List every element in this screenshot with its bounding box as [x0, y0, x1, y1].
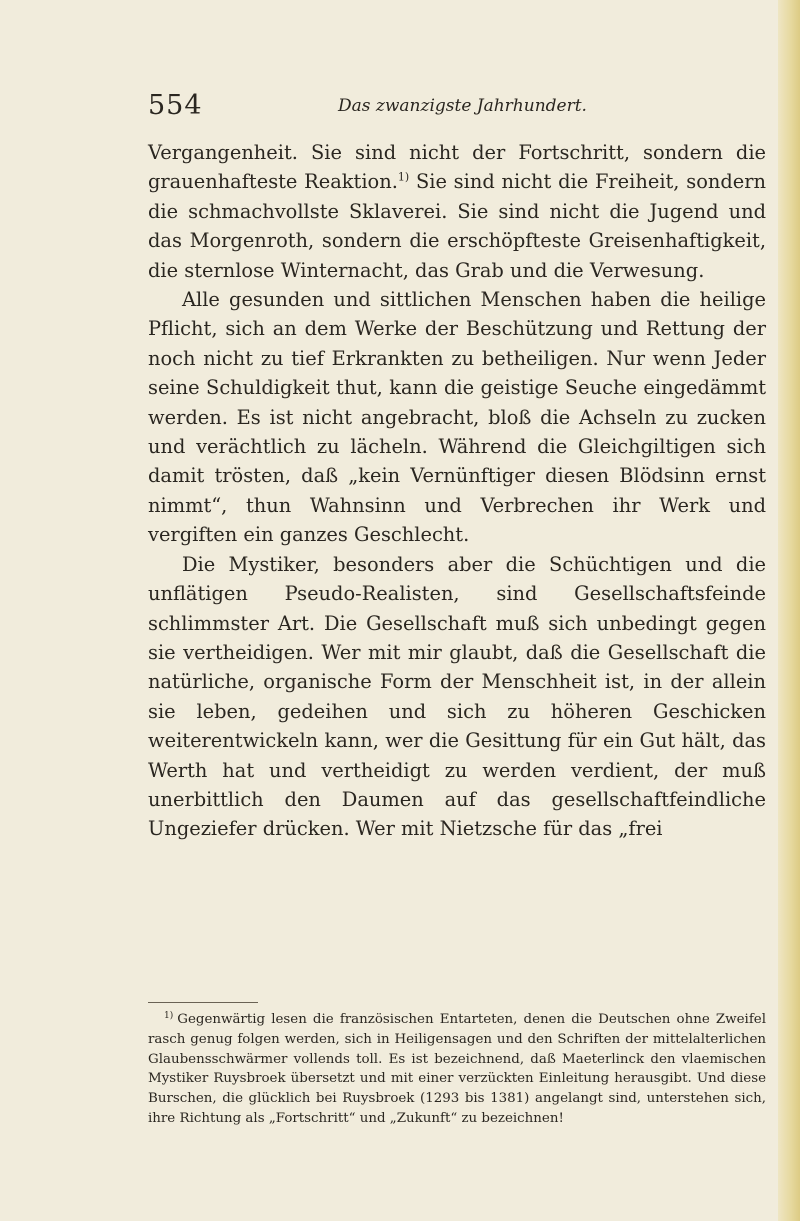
page-edge [778, 0, 800, 1221]
footnote-1 [148, 1010, 766, 1129]
paragraph-1-text-continued: Sie sind nicht die Freiheit, sondern die schmachvollste Sklaverei. Sie sind nicht die Jugend und das Morgenroth, sondern die erschöpfteste Greisenhaftigkeit, die sternlose Winternacht, das Grab und die Verwesung. [148, 170, 767, 282]
body-text [148, 138, 766, 844]
footnote-rule [148, 1002, 258, 1003]
footnotes [148, 1010, 766, 1129]
running-head: Das zwanzigste Jahrhundert. [338, 96, 587, 116]
paragraph-3: Die Mystiker, besonders aber die Schüchtigen und die unflätigen Pseudo-Realisten, sind Gesellschaftsfeinde schlimmster Art. Die Gesellschaft muß sich unbedingt gegen sie vertheidigen. Wer mit mir glaubt, daß die Gesellschaft die natürliche, organische Form der Menschheit ist, in der allein sie leben, gedeihen und sich zu höheren Geschicken weiterentwickeln kann, wer die Gesittung für ein Gut hält, das Werth hat und vertheidigt zu werden verdient, der muß unerbittlich den Daumen auf das gesellschaftfeindliche Ungeziefer drücken. Wer mit Nietzsche für das „frei [148, 552, 766, 841]
paragraph-1 [148, 138, 766, 285]
footnote-marker: 1) [164, 1010, 174, 1021]
page-number: 554 [148, 90, 203, 121]
paragraph-1-text: Vergangenheit. Sie sind nicht der Fortschritt, sondern die grauenhafteste Reaktion. [148, 141, 766, 194]
footnote-text: Gegenwärtig lesen die französischen Entarteten, denen die Deutschen ohne Zweifel rasch genug folgen werden, sich in Heiligensagen und den Schriften der mittelalterlichen Glaubensschwärmer vollends toll. Es ist bezeichnend, daß Maeterlinck den vlaemischen Mystiker Ruysbroek übersetzt und mit einer verzückten Einleitung herausgibt. Und diese Burschen, die glücklich bei Ruysbroek (1293 bis 1381) angelangt sind, unterstehen sich, ihre Richtung als „Fortschritt“ und „Zukunft“ zu bezeichnen! [148, 1012, 766, 1126]
footnote-reference[interactable]: 1) [397, 170, 410, 184]
page-header [148, 90, 668, 124]
paragraph-2: Alle gesunden und sittlichen Menschen haben die heilige Pflicht, sich an dem Werke der Beschützung und Rettung der noch nicht zu tief Erkrankten zu betheiligen. Nur wenn Jeder seine Schuldigkeit thut, kann die geistige Seuche eingedämmt werden. Es ist nicht angebracht, bloß die Achseln zu zucken und verächtlich zu lächeln. Während die Gleichgiltigen sich damit trösten, daß „kein Vernünftiger diesen Blödsinn ernst nimmt“, thun Wahnsinn und Verbrechen ihr Werk und vergiften ein ganzes Geschlecht. [148, 288, 766, 547]
